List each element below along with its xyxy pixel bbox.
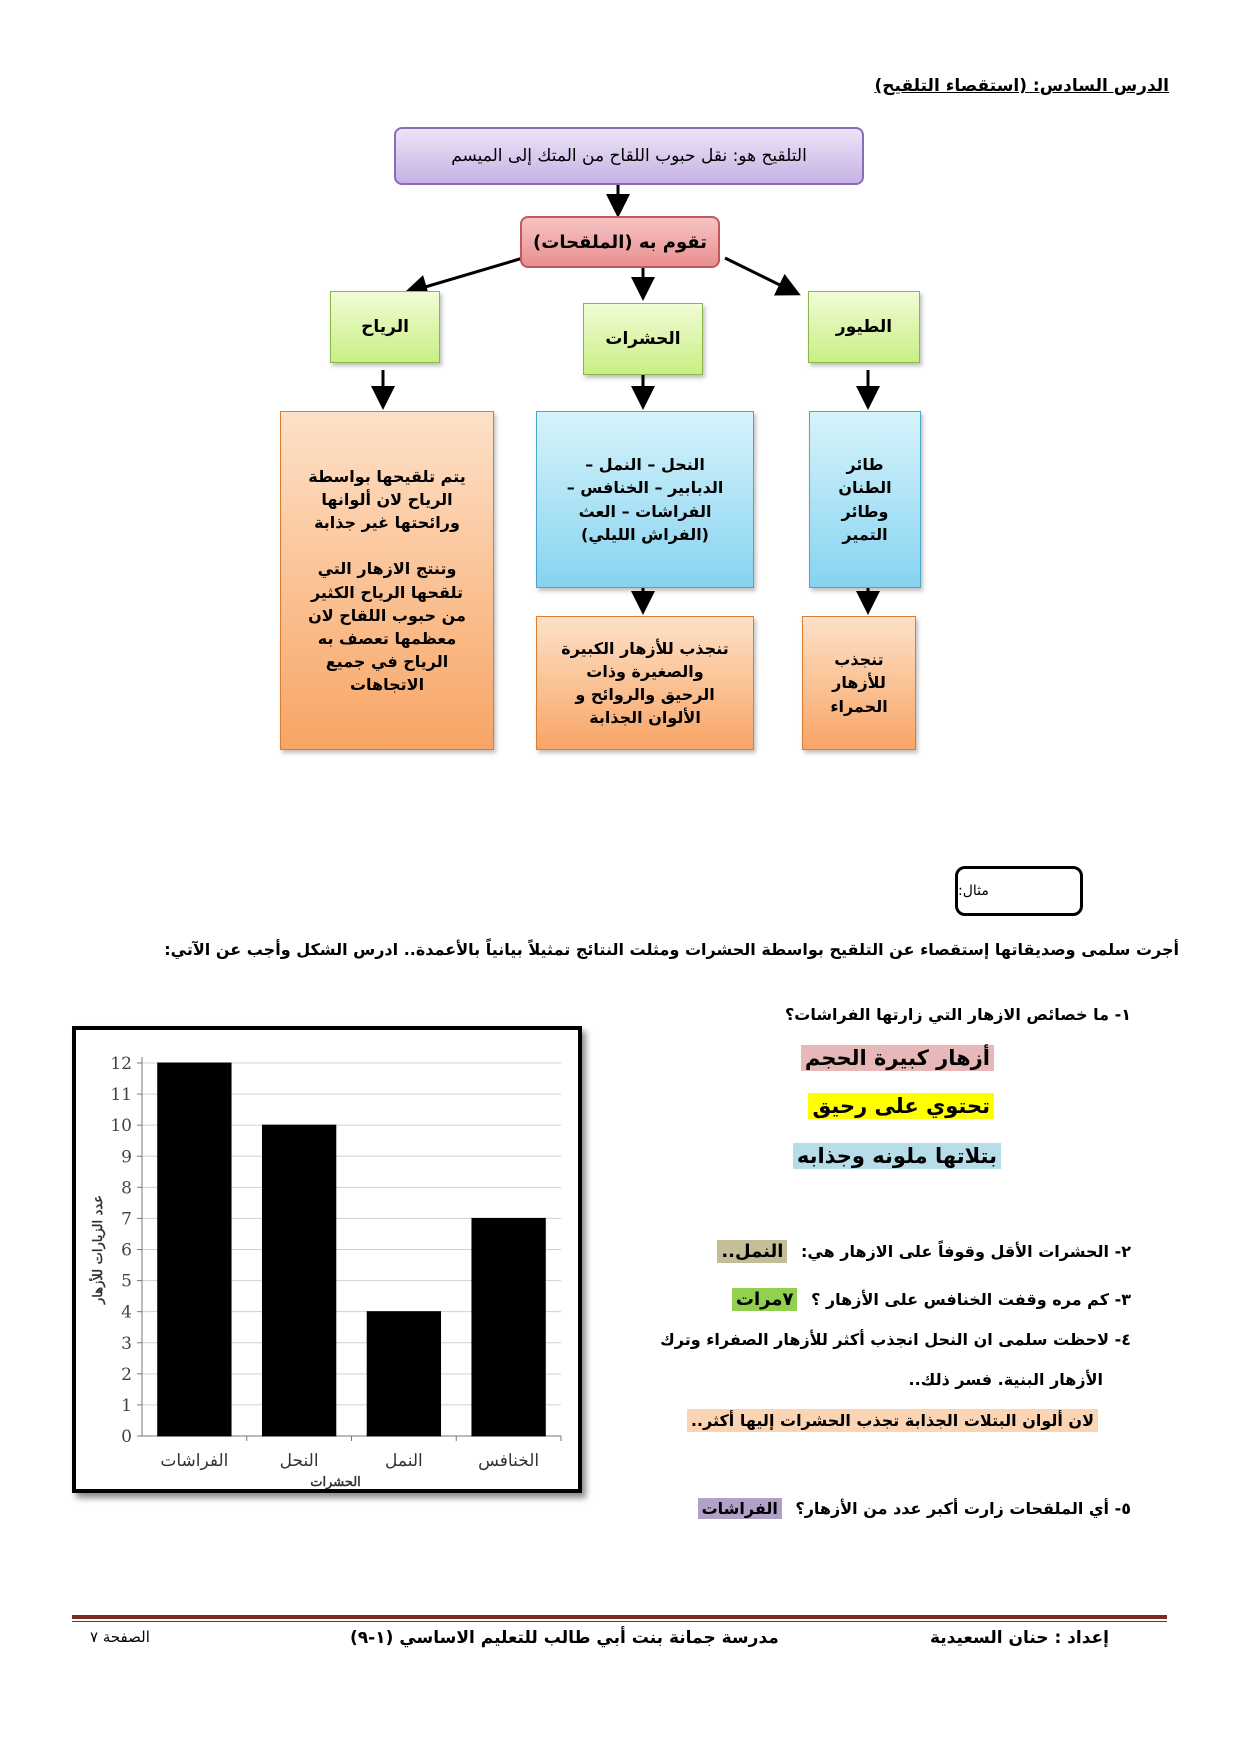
birds-examples-box: طائر الطنان وطائر التمير (809, 411, 921, 588)
q4-answer: لان ألوان البتلات الجذابة تجذب الحشرات إليها أكثر.. (687, 1409, 1098, 1432)
bar (472, 1218, 545, 1436)
question-2 (717, 1240, 1131, 1263)
bar (262, 1125, 335, 1436)
bar-chart-frame (72, 1026, 582, 1493)
insects-examples-box: النحل – النمل – الدبابير – الخنافس – الفراشات – العث (الفراش الليلي) (536, 411, 754, 588)
question-1: ١- ما خصائص الازهار التي زارتها الفراشات؟ (784, 1005, 1131, 1024)
footer-author: إعداد : حنان السعيدية (929, 1628, 1109, 1648)
y-tick-label: 10 (110, 1116, 132, 1137)
y-tick-label: 12 (110, 1054, 132, 1074)
definition-box: التلقيح هو: نقل حبوب اللقاح من المتك إلى الميسم (394, 127, 864, 185)
question-5-text: ٥- أي الملقحات زارت أكبر عدد من الأزهار؟ (795, 1499, 1131, 1518)
y-tick-label: 2 (121, 1364, 132, 1385)
q5-answer: الفراشات (698, 1498, 782, 1519)
birds-attraction-box: تنجذب للأزهار الحمراء (802, 616, 916, 750)
y-tick-label: 1 (121, 1395, 132, 1416)
question-4-line-1: ٤- لاحظت سلمى ان النحل انجذب أكثر للأزهار الصفراء وترك (660, 1330, 1131, 1349)
example-intro: أجرت سلمى وصديقاتها إستقصاء عن التلقيح بواسطة الحشرات ومثلت النتائج تمثيلاً بيانياً بالأعمدة.. ادرس الشكل وأجب عن الآتي: (164, 940, 1179, 959)
q3-answer: ٧مرات (732, 1288, 798, 1311)
q1-answer-1: أزهار كبيرة الحجم (801, 1045, 994, 1071)
wind-description-box: يتم تلقيحها بواسطة الرياح لان ألوانها ورائحتها غير جذابة وتنتج الازهار التي تلقحها الرياح الكثير من حبوب اللقاح لان معظمها تعصف به الرياح في جميع الاتجاهات (280, 411, 494, 750)
question-5 (698, 1498, 1131, 1519)
y-tick-label: 11 (110, 1085, 132, 1106)
bar (158, 1063, 231, 1436)
arrow-to-birds (725, 258, 790, 290)
example-label: مثال: (955, 866, 1083, 916)
q1-answer-3: بتلاتها ملونه وجذابه (793, 1143, 1001, 1169)
x-tick-label: النحل (279, 1451, 319, 1471)
y-tick-label: 6 (121, 1240, 132, 1261)
arrow-to-wind (415, 258, 523, 290)
y-tick-label: 5 (121, 1271, 132, 1292)
question-4-line-2: الأزهار البنية. فسر ذلك.. (908, 1370, 1103, 1389)
footer-school: مدرسة جمانة بنت أبي طالب للتعليم الاساسي (١-٩) (350, 1628, 779, 1648)
insects-box: الحشرات (583, 303, 703, 375)
x-tick-label: النمل (385, 1451, 423, 1471)
y-tick-label: 7 (121, 1209, 132, 1230)
y-tick-label: 8 (121, 1178, 132, 1199)
bar-chart (76, 1030, 578, 1489)
y-tick-label: 9 (121, 1147, 132, 1168)
bar (367, 1312, 440, 1436)
question-2-text: ٢- الحشرات الأقل وقوفاً على الازهار هي: (801, 1242, 1131, 1261)
y-tick-label: 3 (121, 1333, 132, 1354)
lesson-title: الدرس السادس: (استقصاء التلقيح) (874, 76, 1169, 96)
x-tick-label: الخنافس (478, 1451, 540, 1471)
question-3-text: ٣- كم مره وقفت الخنافس على الأزهار ؟ (811, 1290, 1131, 1309)
footer-page-number: الصفحة ٧ (90, 1628, 150, 1646)
footer-rule-thick (72, 1615, 1167, 1619)
y-axis-label: عدد الزيارات للأزهار (91, 1195, 106, 1304)
agents-box: تقوم به (الملقحات) (520, 216, 720, 268)
question-3 (732, 1288, 1131, 1311)
x-axis-label: الحشرات (310, 1475, 361, 1489)
insects-attraction-box: تنجذب للأزهار الكبيرة والصغيرة وذات الرحيق والروائح و الألوان الجذابة (536, 616, 754, 750)
q1-answer-2: تحتوي على رحيق (808, 1093, 994, 1119)
q2-answer: النمل.. (717, 1240, 787, 1263)
y-tick-label: 0 (121, 1427, 132, 1447)
x-tick-label: الفراشات (160, 1451, 229, 1471)
birds-box: الطيور (808, 291, 920, 363)
wind-box: الرياح (330, 291, 440, 363)
footer-rule-thin (72, 1621, 1167, 1622)
y-tick-label: 4 (121, 1302, 132, 1323)
